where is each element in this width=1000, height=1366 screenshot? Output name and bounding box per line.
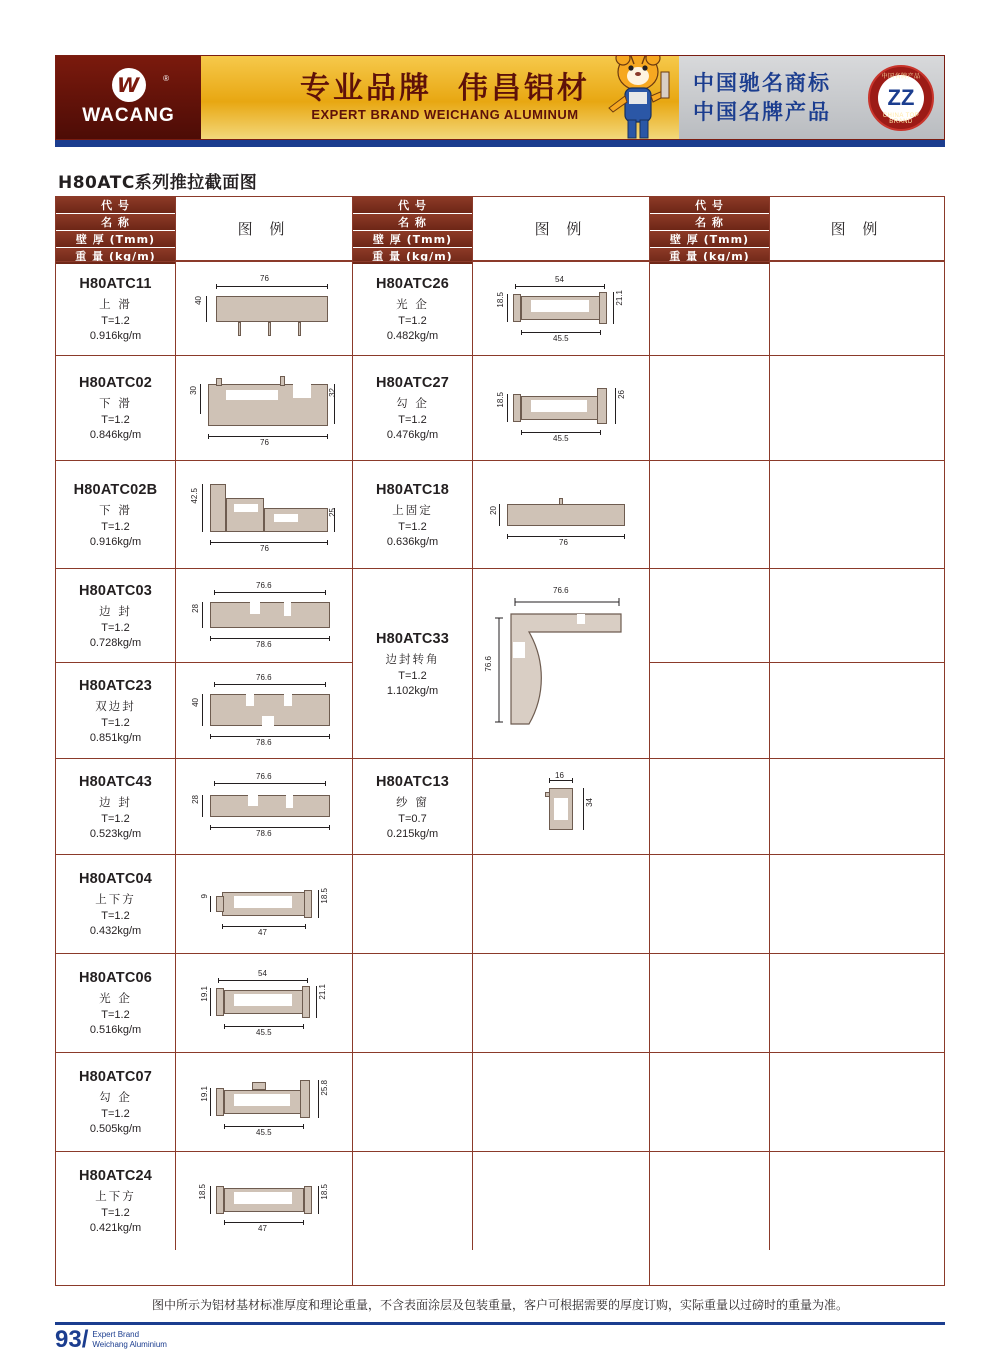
row-info xyxy=(650,356,770,460)
table-row xyxy=(56,1052,352,1151)
profile-figure-empty xyxy=(473,1053,649,1151)
table-row xyxy=(56,758,352,854)
profile-figure-empty xyxy=(770,855,944,953)
profile-thickness: T=1.2 xyxy=(101,910,130,922)
registered-icon: ® xyxy=(163,74,169,83)
header-figure: 图 例 xyxy=(176,197,352,261)
award-line-1: 中国驰名商标 xyxy=(693,71,831,96)
table-row-empty xyxy=(353,1052,649,1151)
header-name: 名 称 xyxy=(353,214,472,231)
profile-weight: 0.215kg/m xyxy=(386,827,439,840)
table-row xyxy=(56,460,352,568)
profile-figure xyxy=(176,461,352,568)
profile-name: 边封转角 xyxy=(385,651,440,666)
dim-top: 54 xyxy=(258,969,267,978)
table-row-empty xyxy=(650,662,944,758)
row-info xyxy=(56,1152,176,1250)
profile-figure xyxy=(176,855,352,953)
dim-left: 28 xyxy=(191,794,200,804)
table-row-empty xyxy=(650,1052,944,1151)
profile-code: H80ATC26 xyxy=(375,275,450,292)
dim-left: 19.1 xyxy=(200,1086,209,1102)
profile-thickness: T=1.2 xyxy=(101,414,130,426)
profile-thickness: T=1.2 xyxy=(101,1009,130,1021)
row-info xyxy=(353,569,473,758)
profile-figure xyxy=(176,663,352,758)
row-info xyxy=(56,356,176,460)
profile-weight: 0.505kg/m xyxy=(89,1123,142,1135)
row-info xyxy=(353,1053,473,1151)
profile-code: H80ATC43 xyxy=(78,773,153,790)
profile-weight: 0.523kg/m xyxy=(89,827,142,840)
dim-bottom: 45.5 xyxy=(256,1128,272,1137)
profile-name: 下 滑 xyxy=(99,396,132,410)
dim-top: 54 xyxy=(555,274,564,284)
dim-top: 76 xyxy=(260,273,269,283)
profile-name: 边 封 xyxy=(99,794,132,809)
wacang-logo-icon xyxy=(112,68,146,102)
dim-top: 16 xyxy=(555,770,564,780)
dim-left: 18.5 xyxy=(198,1184,207,1200)
profile-thickness: T=1.2 xyxy=(101,1207,130,1219)
table-row xyxy=(353,758,649,854)
dim-bottom: 76 xyxy=(260,543,269,553)
header-figure: 图 例 xyxy=(473,197,649,261)
profile-figure xyxy=(176,569,352,662)
header-name: 名 称 xyxy=(56,214,175,231)
header-thickness: 壁 厚 (Tmm) xyxy=(353,231,472,248)
row-info xyxy=(650,569,770,662)
table-row-empty xyxy=(650,355,944,460)
profile-figure-empty xyxy=(770,663,944,758)
dim-left: 20 xyxy=(489,505,498,515)
profile-code: H80ATC13 xyxy=(375,773,450,790)
header-code: 代 号 xyxy=(56,197,175,214)
table-row xyxy=(56,854,352,953)
profile-figure-empty xyxy=(770,954,944,1052)
profile-code: H80ATC03 xyxy=(78,582,153,599)
profile-weight: 0.476kg/m xyxy=(386,429,439,441)
profile-weight: 0.421kg/m xyxy=(89,1222,142,1234)
profile-name: 纱 窗 xyxy=(396,794,429,809)
header-code: 代 号 xyxy=(650,197,769,214)
profile-weight: 0.916kg/m xyxy=(89,329,142,342)
profile-name: 上固定 xyxy=(392,502,433,517)
profile-code: H80ATC02 xyxy=(78,375,153,391)
dim-right: 21.1 xyxy=(615,289,624,306)
profile-thickness: T=1.2 xyxy=(101,314,130,327)
table-row xyxy=(353,568,649,758)
table-row-empty xyxy=(650,854,944,953)
row-info xyxy=(353,759,473,854)
dim-left: 18.5 xyxy=(496,392,505,408)
seal-bottom-text: CHINA TOP BRAND xyxy=(882,112,920,125)
profile-figure-empty xyxy=(473,954,649,1052)
profile-figure-empty xyxy=(770,1152,944,1250)
dim-right: 26 xyxy=(617,390,626,399)
profile-thickness: T=0.7 xyxy=(398,812,427,825)
dim-bottom: 78.6 xyxy=(256,639,272,649)
profile-name: 光 企 xyxy=(99,991,132,1005)
table-row xyxy=(56,662,352,758)
slogan-cn-2: 伟昌铝材 xyxy=(458,70,590,106)
row-info xyxy=(650,954,770,1052)
footer-brand-line-1: Expert Brand xyxy=(92,1330,140,1339)
profile-figure xyxy=(176,1053,352,1151)
profile-figure-empty xyxy=(770,356,944,460)
page-number-block xyxy=(55,1328,167,1352)
dim-left: 30 xyxy=(189,386,198,395)
dim-left: 9 xyxy=(200,894,209,899)
seal-top-text: 中国名牌产品 xyxy=(881,73,921,80)
header-divider xyxy=(55,140,945,147)
profile-code: H80ATC23 xyxy=(78,677,153,694)
tiger-mascot-icon xyxy=(601,55,675,140)
profile-name: 光 企 xyxy=(396,296,429,311)
profile-figure xyxy=(176,262,352,355)
table-row xyxy=(56,568,352,662)
table-row-empty xyxy=(650,953,944,1052)
profile-figure xyxy=(473,262,649,355)
dim-right: 18.5 xyxy=(320,1184,329,1200)
dim-top: 76.6 xyxy=(553,585,569,595)
corner-profile-drawing xyxy=(481,584,641,744)
table-row xyxy=(56,261,352,355)
profile-thickness: T=1.2 xyxy=(101,520,130,533)
profile-thickness: T=1.2 xyxy=(101,1108,130,1120)
dim-top: 76.6 xyxy=(256,771,272,781)
profile-name: 双边封 xyxy=(95,698,136,713)
table-row-empty xyxy=(650,460,944,568)
table-row xyxy=(56,1151,352,1250)
dim-left: 18.5 xyxy=(496,291,505,308)
slogan-cn-1: 专业品牌 xyxy=(300,70,432,106)
table-header-1 xyxy=(56,197,352,261)
profile-weight: 1.102kg/m xyxy=(386,684,439,697)
profile-figure-empty xyxy=(473,855,649,953)
profile-thickness: T=1.2 xyxy=(101,621,130,634)
profile-thickness: T=1.2 xyxy=(101,716,130,729)
dim-left: 76.6 xyxy=(484,655,493,672)
profile-figure xyxy=(473,356,649,460)
dim-left: 40 xyxy=(194,295,203,305)
profile-name: 上 滑 xyxy=(99,296,132,311)
profile-thickness: T=1.2 xyxy=(398,669,427,682)
header-weight: 重 量 (kg/m) xyxy=(56,248,175,264)
row-info xyxy=(56,1053,176,1151)
profile-thickness: T=1.2 xyxy=(101,812,130,825)
slogan-area xyxy=(201,56,679,139)
profile-name: 勾 企 xyxy=(396,396,429,410)
profile-code: H80ATC04 xyxy=(78,871,153,887)
table-row-empty xyxy=(353,953,649,1052)
profile-figure xyxy=(176,356,352,460)
dim-right: 34 xyxy=(585,797,594,807)
table-row-empty xyxy=(650,261,944,355)
header-thickness: 壁 厚 (Tmm) xyxy=(650,231,769,248)
row-info xyxy=(56,663,176,758)
table-column-1 xyxy=(56,197,352,1285)
row-info xyxy=(650,461,770,568)
header-code: 代 号 xyxy=(353,197,472,214)
table-row xyxy=(56,355,352,460)
brand-name: WACANG xyxy=(82,105,175,126)
row-info xyxy=(650,1152,770,1250)
profile-figure xyxy=(176,1152,352,1250)
profile-figure-empty xyxy=(770,759,944,854)
slogan-english: EXPERT BRAND WEICHANG ALUMINUM xyxy=(311,107,579,123)
row-info xyxy=(650,663,770,758)
profile-code: H80ATC24 xyxy=(78,1168,153,1184)
dim-bottom: 45.5 xyxy=(553,434,569,443)
dim-left: 42.5 xyxy=(190,487,199,504)
profile-code: H80ATC06 xyxy=(78,970,153,986)
award-line-2: 中国名牌产品 xyxy=(693,99,831,124)
profile-weight: 0.432kg/m xyxy=(89,925,142,937)
dim-bottom: 78.6 xyxy=(256,828,272,838)
profile-figure-empty xyxy=(770,262,944,355)
table-column-2 xyxy=(352,197,649,1285)
dim-left: 19.1 xyxy=(200,986,209,1002)
table-row-empty xyxy=(353,1151,649,1250)
dim-bottom: 76 xyxy=(559,537,568,547)
profile-weight: 0.516kg/m xyxy=(89,1024,142,1036)
header-weight: 重 量 (kg/m) xyxy=(650,248,769,264)
table-column-3 xyxy=(649,197,944,1285)
footer-brand-line-2: Weichang Aluminium xyxy=(92,1340,167,1349)
table-row-empty xyxy=(650,568,944,662)
row-info xyxy=(56,954,176,1052)
header-thickness: 壁 厚 (Tmm) xyxy=(56,231,175,248)
dim-right: 32 xyxy=(328,388,337,397)
header-weight: 重 量 (kg/m) xyxy=(353,248,472,264)
row-info xyxy=(353,356,473,460)
dim-top: 76.6 xyxy=(256,580,272,590)
profile-figure xyxy=(176,954,352,1052)
profile-code: H80ATC11 xyxy=(79,275,152,292)
profile-name: 勾 企 xyxy=(99,1090,132,1104)
profile-code: H80ATC33 xyxy=(375,630,450,647)
dim-right: 21.1 xyxy=(318,984,327,1000)
profile-thickness: T=1.2 xyxy=(398,520,427,533)
profile-thickness: T=1.2 xyxy=(398,414,427,426)
profile-code: H80ATC07 xyxy=(78,1069,153,1085)
dim-right: 18.5 xyxy=(320,888,329,904)
profile-name: 上下方 xyxy=(95,892,136,906)
page-number: 93/ xyxy=(55,1326,89,1353)
table-header-2 xyxy=(353,197,649,261)
dim-right: 25.8 xyxy=(320,1080,329,1096)
profile-thickness: T=1.2 xyxy=(398,314,427,327)
profile-weight: 0.916kg/m xyxy=(89,535,142,548)
table-row xyxy=(353,460,649,568)
row-info xyxy=(353,262,473,355)
header-name: 名 称 xyxy=(650,214,769,231)
row-info xyxy=(56,262,176,355)
table-row-empty xyxy=(650,1151,944,1250)
row-info xyxy=(353,1152,473,1250)
row-info xyxy=(56,855,176,953)
table-row xyxy=(56,953,352,1052)
brand-logo xyxy=(56,56,201,139)
row-info xyxy=(650,1053,770,1151)
profile-figure xyxy=(473,569,649,758)
profile-weight: 0.636kg/m xyxy=(386,535,439,548)
dim-left: 28 xyxy=(191,603,200,613)
profile-table xyxy=(55,196,945,1286)
profile-weight: 0.846kg/m xyxy=(89,429,142,441)
award-area xyxy=(679,56,944,139)
table-row xyxy=(353,261,649,355)
profile-figure xyxy=(473,461,649,568)
table-row xyxy=(353,355,649,460)
table-header-3 xyxy=(650,197,944,261)
page-title: H80ATC系列推拉截面图 xyxy=(58,173,258,193)
dim-bottom: 47 xyxy=(258,928,267,937)
profile-weight: 0.851kg/m xyxy=(89,731,142,744)
profile-name: 上下方 xyxy=(95,1189,136,1203)
footer-divider xyxy=(55,1322,945,1325)
profile-figure-empty xyxy=(770,1053,944,1151)
dim-bottom: 45.5 xyxy=(553,333,569,343)
row-info xyxy=(353,461,473,568)
profile-figure-empty xyxy=(473,1152,649,1250)
seal-mark: ZZ xyxy=(878,75,924,121)
profile-weight: 0.728kg/m xyxy=(89,636,142,649)
profile-code: H80ATC18 xyxy=(375,481,450,498)
profile-code: H80ATC27 xyxy=(375,375,450,391)
dim-left: 40 xyxy=(191,697,200,707)
row-info xyxy=(650,855,770,953)
profile-figure-empty xyxy=(770,461,944,568)
china-top-brand-seal-icon xyxy=(868,65,934,131)
header-figure: 图 例 xyxy=(770,197,944,261)
dim-bottom: 76 xyxy=(260,438,269,447)
profile-name: 下 滑 xyxy=(99,502,132,517)
row-info xyxy=(56,461,176,568)
dim-bottom: 47 xyxy=(258,1224,267,1233)
row-info xyxy=(650,262,770,355)
profile-figure xyxy=(176,759,352,854)
profile-figure xyxy=(473,759,649,854)
footer-note: 图中所示为铝材基材标准厚度和理论重量，不含表面涂层及包装重量，客户可根据需要的厚度订购，实际重量以过磅时的重量为准。 xyxy=(151,1298,848,1312)
table-row-empty xyxy=(650,758,944,854)
dim-right: 25 xyxy=(328,507,337,517)
row-info xyxy=(353,954,473,1052)
row-info xyxy=(56,759,176,854)
profile-name: 边 封 xyxy=(99,603,132,618)
dim-bottom: 78.6 xyxy=(256,737,272,747)
dim-top: 76.6 xyxy=(256,672,272,682)
row-info xyxy=(353,855,473,953)
row-info xyxy=(56,569,176,662)
header-banner xyxy=(55,55,945,140)
profile-code: H80ATC02B xyxy=(73,481,158,498)
profile-weight: 0.482kg/m xyxy=(386,329,439,342)
dim-bottom: 45.5 xyxy=(256,1028,272,1037)
slogan-chinese xyxy=(300,70,590,106)
table-row-empty xyxy=(353,854,649,953)
profile-figure-empty xyxy=(770,569,944,662)
row-info xyxy=(650,759,770,854)
logo-mark-letter: W xyxy=(114,73,143,97)
